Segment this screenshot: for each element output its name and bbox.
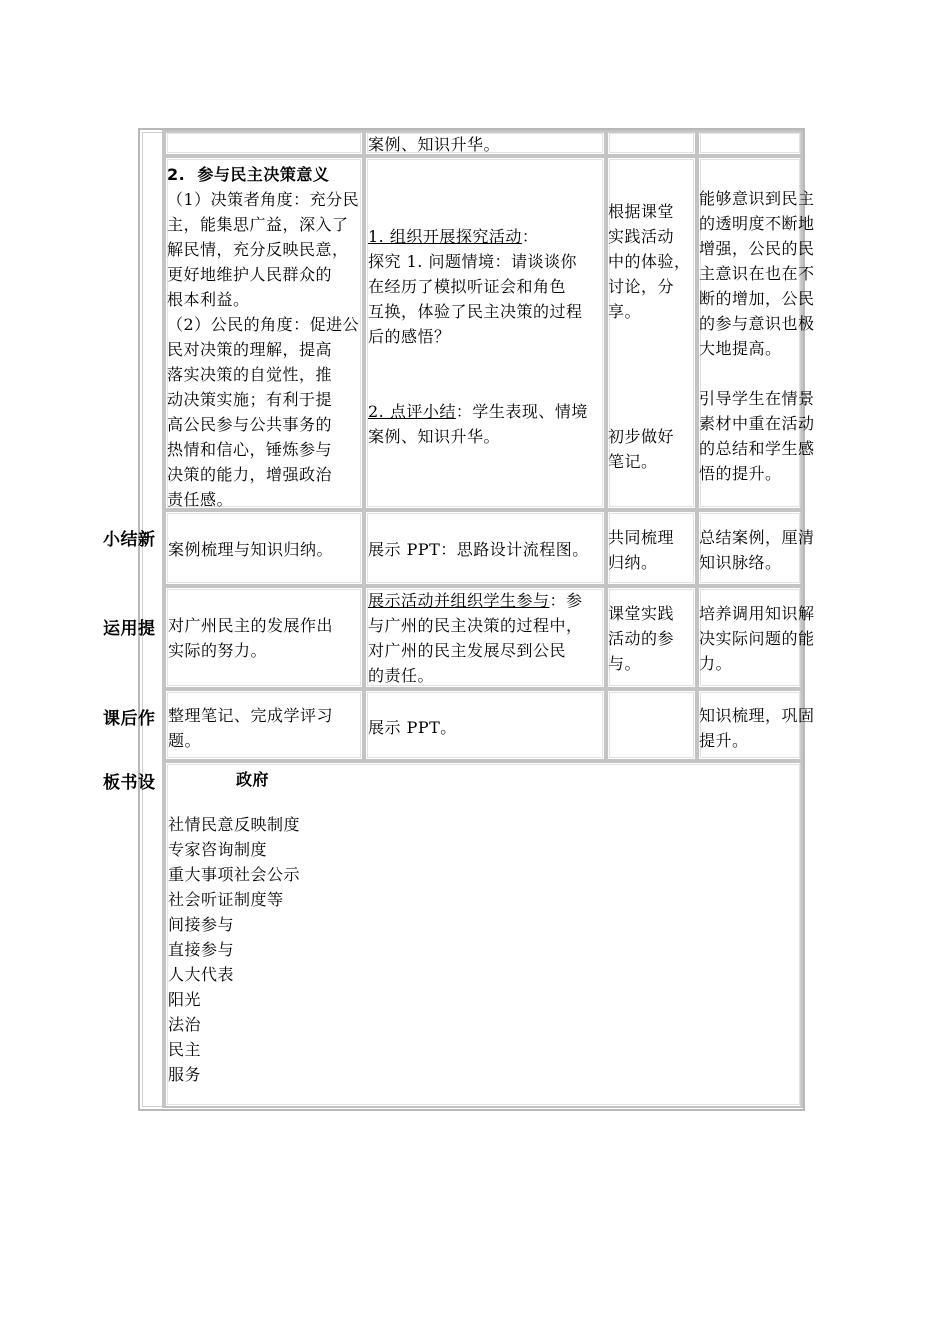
r2-c2-text: 展示 PPT：思路设计流程图。 [368, 540, 589, 559]
cell-r4-c1 [164, 689, 364, 761]
r1-c4-line: 断的增加，公民 [699, 289, 815, 308]
cell-r0-c2 [364, 130, 606, 156]
r1-c1-line: （2）公民的角度：促进公 [167, 315, 360, 334]
r1-c4-line: 的参与意识也极 [699, 314, 815, 333]
organize-inquiry-heading: 1. 组织开展探究活动 [368, 227, 522, 246]
row-label-blackboard: 板书设 [103, 773, 156, 793]
r3-c4-line: 培养调用知识解 [699, 604, 815, 623]
colon: ： [521, 227, 539, 246]
r2-c3-line: 归纳。 [608, 553, 658, 572]
r3-c3-line: 活动的参 [608, 629, 675, 648]
r1-c3-line: 初步做好 [608, 427, 675, 446]
r1-c2-line: 案例、知识升华。 [368, 427, 501, 446]
r1-c2-head2 [368, 399, 588, 424]
r3-c4-line: 决实际问题的能 [699, 629, 815, 648]
r3-c1-line: 实际的努力。 [168, 641, 268, 660]
cell-r2-c2 [364, 510, 606, 586]
r1-c4-line: 引导学生在情景 [699, 389, 815, 408]
cell-r4-c3 [606, 689, 697, 761]
board-item: 重大事项社会公示 [168, 865, 301, 884]
r1-c4-line: 增强，公民的民 [699, 239, 815, 258]
r1-c4-line: 主意识在也在不 [699, 264, 815, 283]
r1-c1-line: （1）决策者角度：充分民 [167, 190, 360, 209]
r3-c1-line: 对广州民主的发展作出 [168, 616, 334, 635]
r1-c2-line: ：学生表现、情境 [455, 402, 588, 421]
cell-r4-c4 [697, 689, 815, 761]
r3-c2-first-line [368, 588, 583, 613]
board-item: 法治 [168, 1015, 202, 1034]
r1-c2-line: 互换，体验了民主决策的过程 [368, 302, 583, 321]
r1-c4-line: 能够意识到民主 [699, 189, 815, 208]
r2-c3-line: 共同梳理 [608, 528, 675, 547]
r1-c2-line: 后的感悟？ [368, 327, 451, 346]
r1-c3-line: 中的体验， [608, 252, 691, 271]
r1-c2-line: 探究 1. 问题情境：请谈谈你 [368, 252, 577, 271]
r3-c2-line: 对广州的民主发展尽到公民 [368, 641, 567, 660]
r1-c4-line: 的透明度不断地 [699, 214, 815, 233]
r1-c3-line: 实践活动 [608, 227, 675, 246]
row-label-summary: 小结新 [103, 530, 156, 550]
r4-c1-line: 整理笔记、完成学评习 [168, 706, 334, 725]
r1-c1-line: 责任感。 [167, 490, 234, 509]
board-item: 直接参与 [168, 940, 235, 959]
board-item: 社情民意反映制度 [168, 815, 301, 834]
cell-r1-c1 [164, 156, 364, 510]
board-item: 人大代表 [168, 965, 235, 984]
r1-c1-line: 高公民参与公共事务的 [167, 415, 333, 434]
r4-c4-line: 知识梳理，巩固 [699, 706, 815, 725]
cell-r1-c2 [364, 156, 606, 510]
r1-c1-line: 热情和信心，锤炼参与 [167, 440, 333, 459]
review-summary-heading: 2. 点评小结 [368, 402, 456, 421]
r1-c1-line: 更好地维护人民群众的 [167, 265, 333, 284]
r1-c3-line: 享。 [608, 302, 642, 321]
r1-c1-line: 动决策实施；有利于提 [167, 390, 333, 409]
cell-r2-c1 [164, 510, 364, 586]
row-label-apply: 运用提 [103, 619, 156, 639]
r3-c2-line: 的责任。 [368, 666, 435, 685]
board-item: 民主 [168, 1040, 202, 1059]
board-item: 社会听证制度等 [168, 890, 284, 909]
show-activity-heading: 展示活动并组织学生参与 [368, 591, 550, 610]
r1-c4-line: 大地提高。 [699, 339, 782, 358]
r4-c4-line: 提升。 [699, 731, 749, 750]
r3-c2-line: 与广州的民主决策的过程中， [368, 616, 583, 635]
r1-c1-line: 解民情，充分反映民意， [167, 240, 349, 259]
r3-c2-line: ：参 [549, 591, 583, 610]
cell-r0-c3 [606, 130, 697, 156]
r1-c1-line: 根本利益。 [167, 290, 250, 309]
r3-c4-line: 力。 [699, 654, 733, 673]
r1-c4-line: 素材中重在活动 [699, 414, 815, 433]
cell-r3-c4 [697, 586, 815, 689]
r1-c1-line: 决策的能力，增强政治 [167, 465, 333, 484]
r1-c3-line: 根据课堂 [608, 202, 675, 221]
board-item: 服务 [168, 1065, 202, 1084]
cell-r3-c1 [164, 586, 364, 689]
board-item: 专家咨询制度 [168, 840, 268, 859]
r1-c4-line: 的总结和学生感 [699, 439, 815, 458]
r1-c1-line: 落实决策的自觉性，推 [167, 365, 333, 384]
r2-c4-line: 总结案例，厘清 [699, 528, 815, 547]
board-item: 阳光 [168, 990, 202, 1009]
row-label-homework: 课后作 [103, 709, 156, 729]
cell-r2-c4 [697, 510, 815, 586]
board-heading: 政府 [236, 770, 270, 789]
r1-c1-line: 民对决策的理解，提高 [167, 340, 333, 359]
r3-c3-line: 课堂实践 [608, 604, 675, 623]
cell-r2-c3 [606, 510, 697, 586]
r0-c2-text: 案例、知识升华。 [368, 135, 501, 154]
r2-c4-line: 知识脉络。 [699, 553, 782, 572]
cell-r3-c3 [606, 586, 697, 689]
r1-c1-line: 主，能集思广益，深入了 [167, 215, 349, 234]
cell-r4-c2 [364, 689, 606, 761]
r2-c1-text: 案例梳理与知识归纳。 [168, 540, 334, 559]
r1-c2-head1 [368, 224, 538, 249]
cell-r5-board [164, 761, 803, 1108]
r4-c1-line: 题。 [168, 731, 202, 750]
cell-r0-c1 [164, 130, 364, 156]
r1-c1-heading: 2. 参与民主决策意义 [167, 165, 330, 184]
cell-r1-c4 [697, 156, 815, 510]
board-item: 间接参与 [168, 915, 235, 934]
cell-r0-c4 [697, 130, 803, 156]
r4-c2-text: 展示 PPT。 [368, 718, 457, 737]
cell-r1-c3 [606, 156, 697, 510]
r1-c3-line: 笔记。 [608, 452, 658, 471]
r1-c4-line: 悟的提升。 [699, 464, 782, 483]
cell-r3-c2 [364, 586, 606, 689]
r1-c3-line: 讨论，分 [608, 277, 675, 296]
r1-c2-line: 在经历了模拟听证会和角色 [368, 277, 567, 296]
r3-c3-line: 与。 [608, 654, 642, 673]
